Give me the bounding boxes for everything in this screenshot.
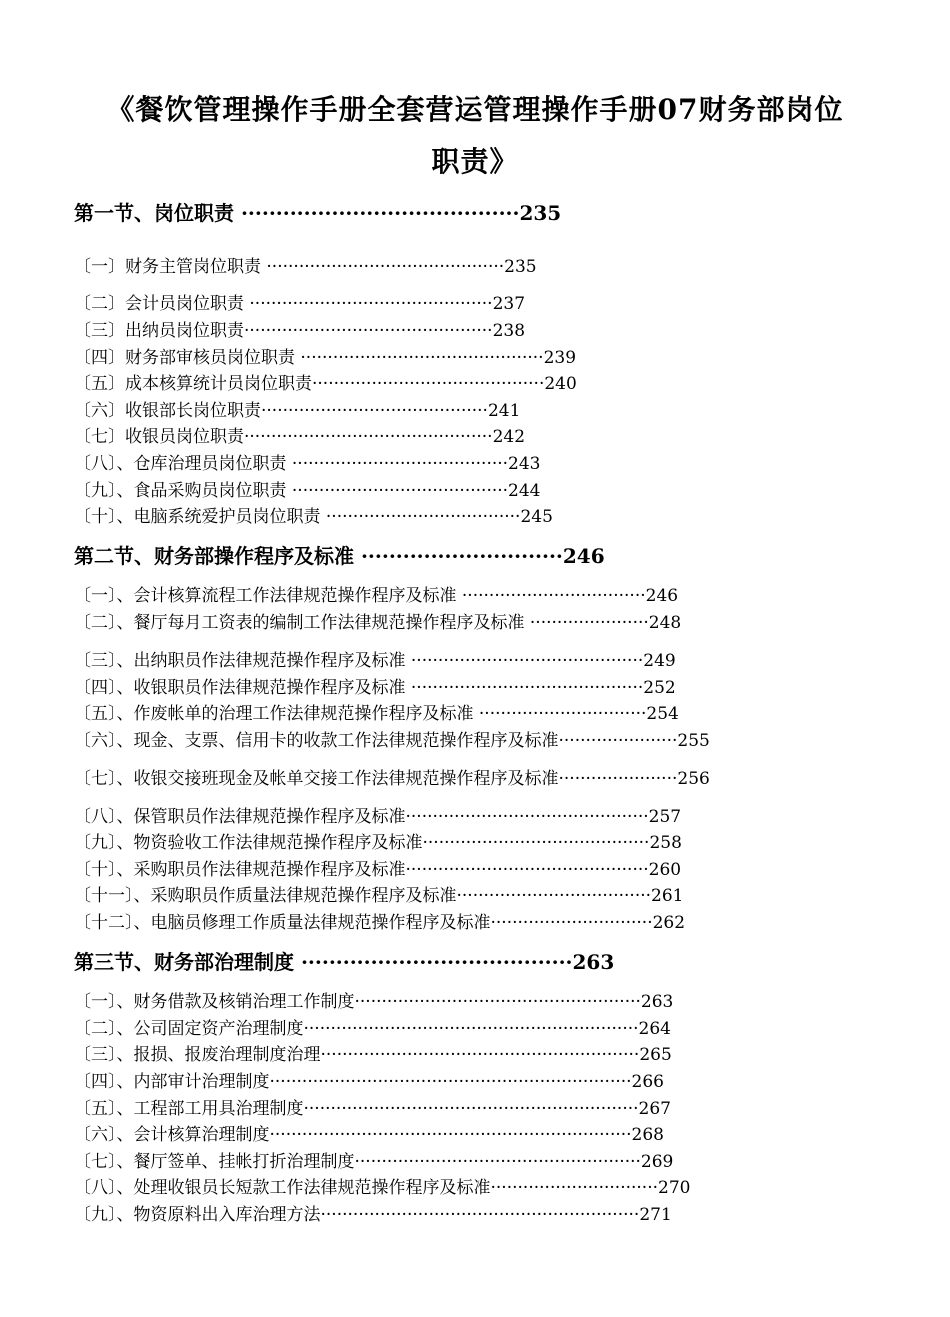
toc-entry: 〔十〕、电脑系统爱护员岗位职责 ····································245	[74, 507, 553, 527]
toc-entry: 〔二〕会计员岗位职责 ·············································237	[74, 294, 526, 314]
toc-entry: 〔九〕、物资验收工作法律规范操作程序及标准··········································258	[74, 833, 682, 853]
toc-entry: 〔五〕、工程部工用具治理制度······························································267	[74, 1099, 671, 1119]
toc-entry: 〔七〕、餐厅签单、挂帐打折治理制度·····················································269	[74, 1152, 674, 1172]
toc-entry: 〔三〕、出纳职员作法律规范操作程序及标准 ···········································249	[74, 651, 676, 671]
toc-entry: 〔九〕、食品采购员岗位职责 ········································244	[74, 481, 541, 501]
toc-entry: 〔八〕、保管职员作法律规范操作程序及标准·············································257	[74, 807, 682, 827]
toc-entry: 〔四〕、内部审计治理制度···································································266	[74, 1072, 665, 1092]
toc-entry: 〔五〕成本核算统计员岗位职责···········································240	[74, 374, 577, 394]
title-line-1: 《餐饮管理操作手册全套营运管理操作手册07财务部岗位	[106, 93, 844, 126]
section-heading: 第一节、岗位职责 ········································235	[74, 201, 562, 225]
toc-entry: 〔八〕、处理收银员长短款工作法律规范操作程序及标准·······························270	[74, 1178, 691, 1198]
toc-entry: 〔五〕、作废帐单的治理工作法律规范操作程序及标准 ·······························254	[74, 704, 679, 724]
title-line-2: 职责》	[431, 145, 519, 178]
toc-entry: 〔三〕、报损、报废治理制度治理···························································265	[74, 1045, 672, 1065]
toc-entry: 〔四〕、收银职员作法律规范操作程序及标准 ···········································252	[74, 678, 676, 698]
section-heading: 第二节、财务部操作程序及标准 ·····························246	[74, 544, 605, 568]
section-heading: 第三节、财务部治理制度 ·······································263	[74, 950, 615, 974]
toc-entry: 〔八〕、仓库治理员岗位职责 ········································243	[74, 454, 541, 474]
toc-entry: 〔七〕收银员岗位职责··············································242	[74, 427, 526, 447]
toc-entry: 〔六〕、现金、支票、信用卡的收款工作法律规范操作程序及标准······················255	[74, 731, 710, 751]
toc-entry: 〔四〕财务部审核员岗位职责 ·············································239	[74, 348, 577, 368]
toc-entry: 〔二〕、公司固定资产治理制度······························································264	[74, 1019, 671, 1039]
toc-entry: 〔九〕、物资原料出入库治理方法···························································271	[74, 1205, 672, 1225]
toc-entry: 〔十一〕、采购职员作质量法律规范操作程序及标准····································261	[74, 886, 684, 906]
toc-entry: 〔十二〕、电脑员修理工作质量法律规范操作程序及标准······························262	[74, 913, 686, 933]
toc-entry: 〔二〕、餐厅每月工资表的编制工作法律规范操作程序及标准 ······················248	[74, 613, 682, 633]
toc-entry: 〔三〕出纳员岗位职责··············································238	[74, 321, 526, 341]
toc-entry: 〔一〕财务主管岗位职责 ············································235	[74, 257, 537, 277]
toc-entry: 〔六〕、会计核算治理制度···································································268	[74, 1125, 665, 1145]
toc-entry: 〔七〕、收银交接班现金及帐单交接工作法律规范操作程序及标准······················256	[74, 769, 710, 789]
toc-entry: 〔十〕、采购职员作法律规范操作程序及标准·············································260	[74, 860, 682, 880]
toc-entry: 〔一〕、会计核算流程工作法律规范操作程序及标准 ··································246	[74, 586, 679, 606]
toc-entry: 〔六〕收银部长岗位职责··········································241	[74, 401, 521, 421]
toc-entry: 〔一〕、财务借款及核销治理工作制度·····················································263	[74, 992, 674, 1012]
